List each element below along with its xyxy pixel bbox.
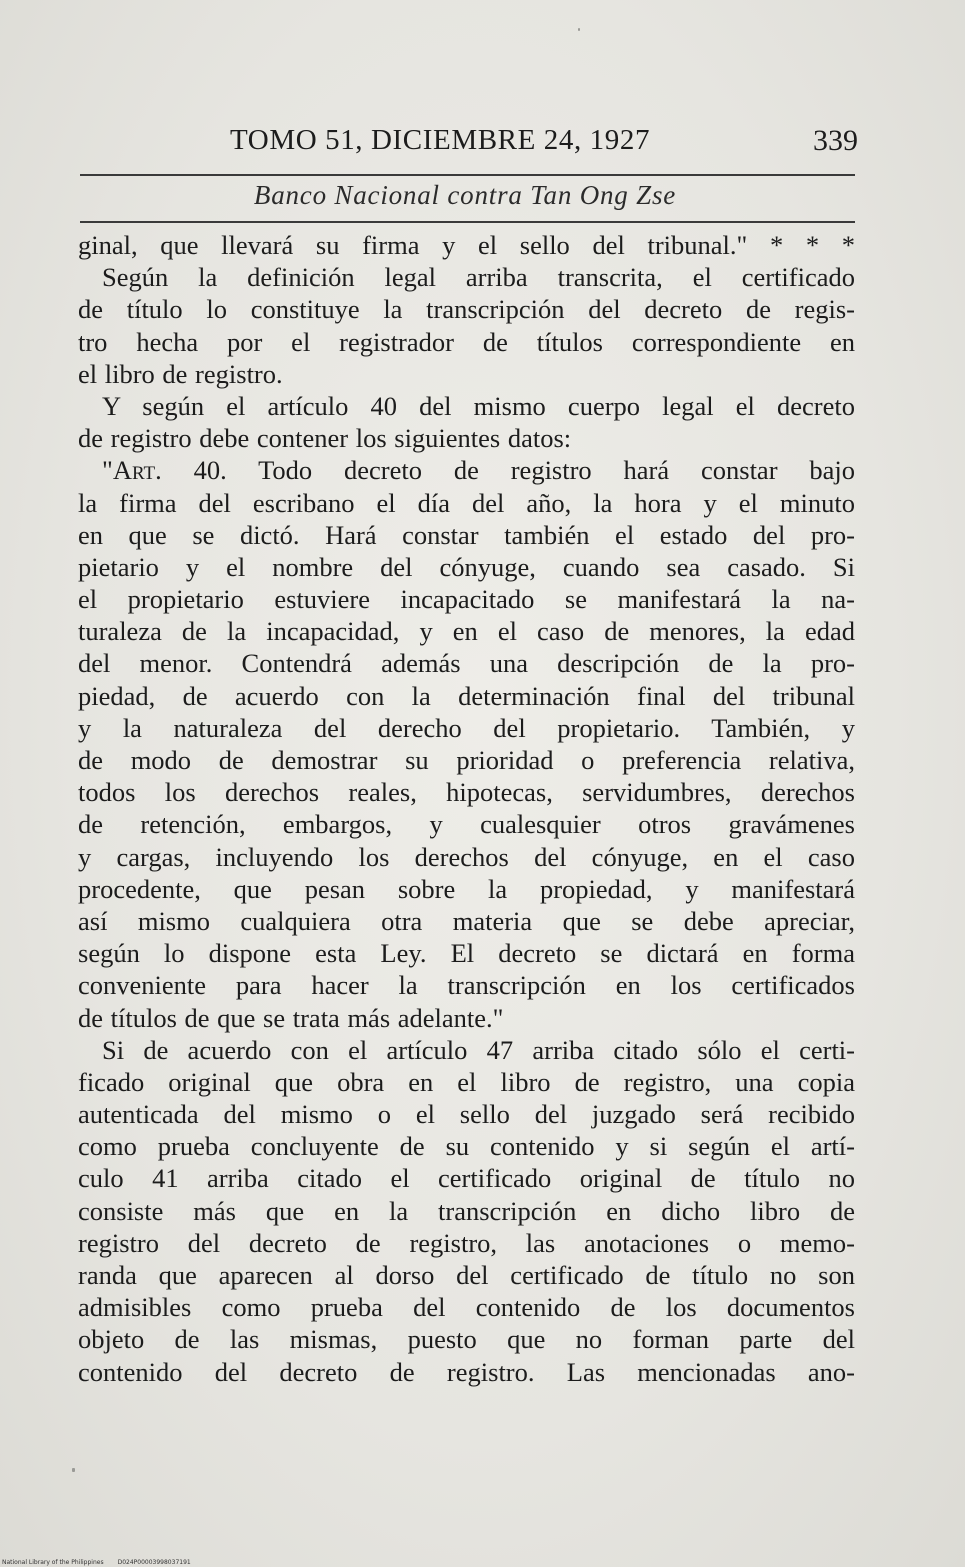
text-line: autenticada del mismo o el sello del juzgado será recibido xyxy=(78,1099,855,1130)
text-line: Y según el artículo 40 del mismo cuerpo legal el decreto xyxy=(102,390,855,421)
header-rule-top xyxy=(80,174,855,176)
text-line: Si de acuerdo con el artículo 47 arriba citado sólo el certi- xyxy=(102,1034,855,1065)
text-line: del menor. Contendrá además una descripción de la pro- xyxy=(78,648,855,679)
text-line: objeto de las mismas, puesto que no forman parte del xyxy=(78,1324,855,1355)
text-line: ficado original que obra en el libro de registro, una copia xyxy=(78,1066,855,1097)
text-line: Según la definición legal arriba transcrita, el certificado xyxy=(102,262,855,293)
text-line: ginal, que llevará su firma y el sello del tribunal." * * * xyxy=(78,230,855,260)
text-line: de título lo constituye la transcripción del decreto de regis- xyxy=(78,294,855,325)
text-line: culo 41 arriba citado el certificado original de título no xyxy=(78,1163,855,1194)
text-line: en que se dictó. Hará constar también el estado del pro- xyxy=(78,519,855,550)
text-line xyxy=(78,454,855,486)
text-line: de títulos de que se trata más adelante." xyxy=(78,1002,504,1033)
page-number: 339 xyxy=(813,124,858,157)
text-line: como prueba concluyente de su contenido y si según el artí- xyxy=(78,1131,855,1162)
text-line: según lo dispone esta Ley. El decreto se dictará en forma xyxy=(78,938,855,969)
text-line: turaleza de la incapacidad, y en el caso de menores, la edad xyxy=(78,616,855,647)
text-line: pietario y el nombre del cónyuge, cuando sea casado. Si xyxy=(78,551,855,582)
text-line: conveniente para hacer la transcripción en los certificados xyxy=(78,970,855,1001)
text-line: procedente, que pesan sobre la propiedad, y manifestará xyxy=(78,873,855,904)
case-title: Banco Nacional contra Tan Ong Zse xyxy=(253,180,677,210)
text-line: de registro debe contener los siguientes datos: xyxy=(78,423,572,454)
text-line: admisibles como prueba del contenido de los documentos xyxy=(78,1292,855,1323)
text-line: registro del decreto de registro, las anotaciones o memo- xyxy=(78,1227,855,1258)
scan-speck xyxy=(72,1468,75,1472)
scan-speck xyxy=(578,28,580,31)
body-text xyxy=(78,229,855,1388)
footer-credit xyxy=(2,1559,205,1566)
running-title: TOMO 51, DICIEMBRE 24, 1927 xyxy=(230,124,651,156)
text-line: y cargas, incluyendo los derechos del cónyuge, en el caso xyxy=(78,841,855,872)
text-line: todos los derechos reales, hipotecas, servidumbres, derechos xyxy=(78,777,855,808)
text-line: contenido del decreto de registro. Las mencionadas ano- xyxy=(78,1356,855,1387)
text-line: y la naturaleza del derecho del propietario. También, y xyxy=(78,712,855,743)
text-line: consiste más que en la transcripción en dicho libro de xyxy=(78,1195,855,1226)
quote-mark: " xyxy=(102,455,113,486)
article-label: Art. xyxy=(112,455,162,486)
header-rule-bottom xyxy=(80,221,855,223)
text-line: así mismo cualquiera otra materia que se debe apreciar, xyxy=(78,905,855,936)
footer-library: National Library of the Philippines xyxy=(2,1559,104,1566)
footer-identifier: D024P00003998037191 xyxy=(117,1559,191,1566)
text-line: de modo de demostrar su prioridad o preferencia relativa, xyxy=(78,745,855,775)
line-text: 40. Todo decreto de registro hará constar bajo xyxy=(161,455,855,486)
text-line: de retención, embargos, y cualesquier otros gravámenes xyxy=(78,809,855,840)
text-line: randa que aparecen al dorso del certificado de título no son xyxy=(78,1260,855,1290)
text-line: el propietario estuviere incapacitado se manifestará la na- xyxy=(78,584,855,615)
text-line: la firma del escribano el día del año, la hora y el minuto xyxy=(78,487,855,518)
text-line: tro hecha por el registrador de títulos correspondiente en xyxy=(78,326,855,357)
text-line: piedad, de acuerdo con la determinación final del tribunal xyxy=(78,680,855,711)
text-line: el libro de registro. xyxy=(78,358,283,389)
